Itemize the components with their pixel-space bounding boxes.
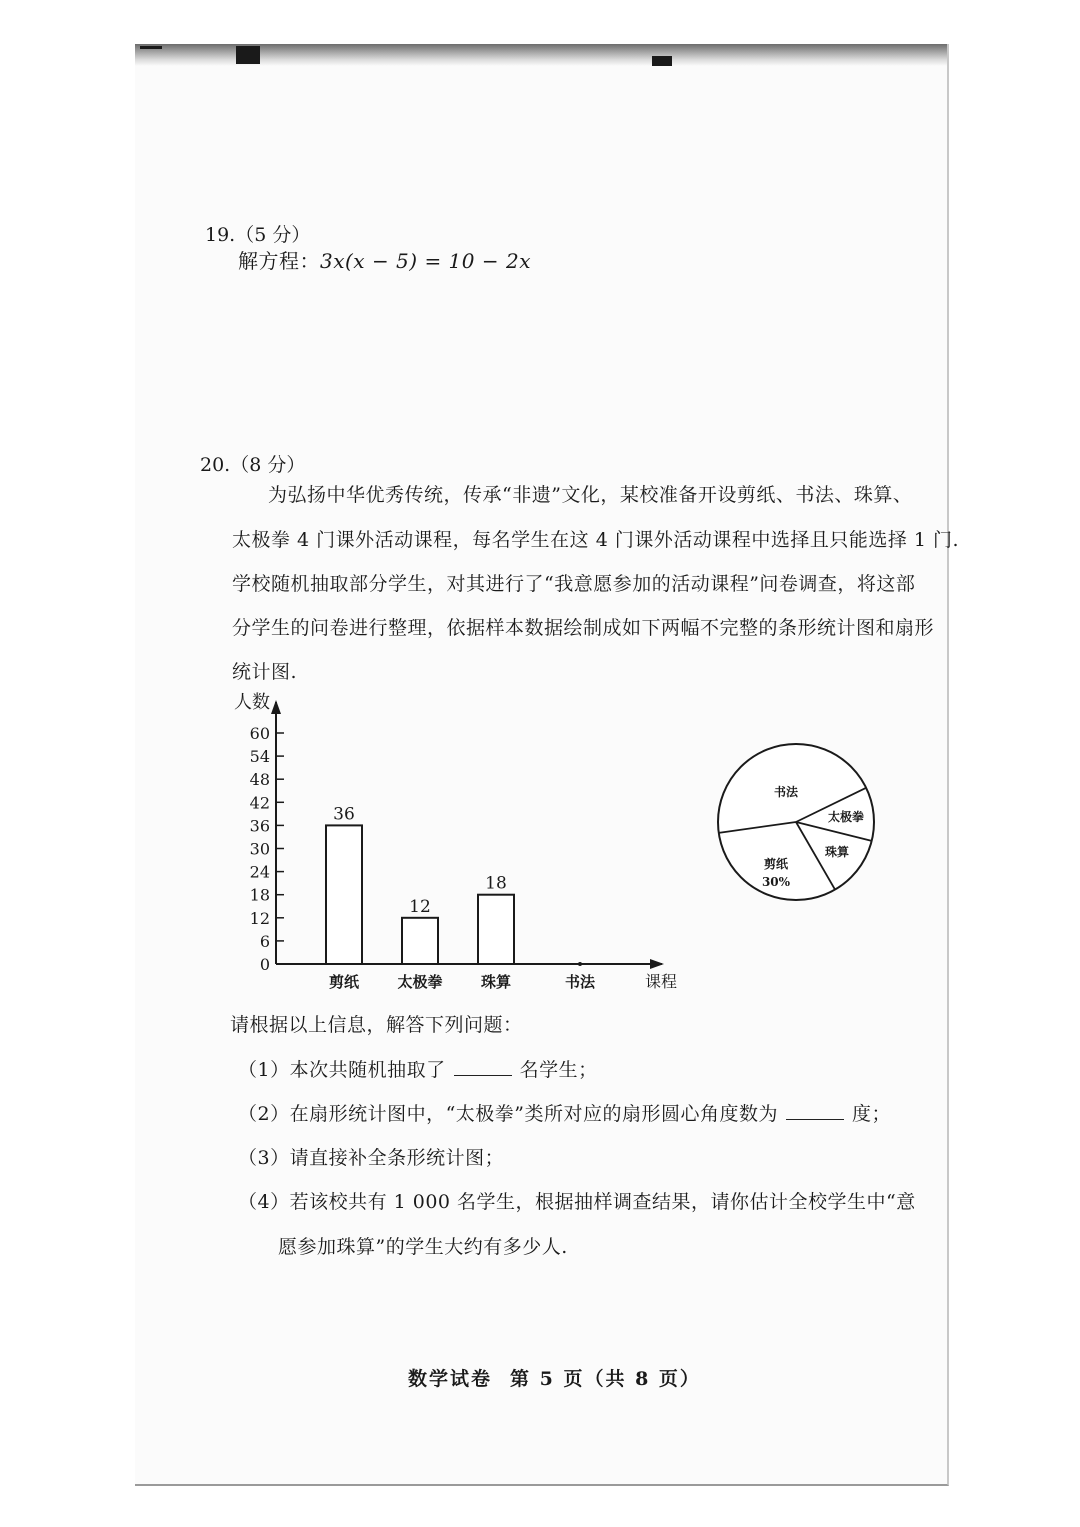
bar [402,918,438,964]
y-tick-label: 48 [249,770,270,790]
x-tick-label: 剪纸 [328,973,360,991]
q20-sub2-suffix: 度； [852,1103,892,1125]
y-tick-label: 12 [249,908,270,928]
q20-sub2-prefix: （2）在扇形统计图中，“太极拳”类所对应的扇形圆心角度数为 [238,1103,779,1125]
pie-chart [712,738,882,908]
footer-page: 第 5 页（共 8 页） [510,1368,701,1390]
x-axis-label: 课程 [645,972,678,991]
pie-slice-label: 书法 [773,785,799,799]
q20-sub4-line2: 愿参加珠算”的学生大约有多少人. [278,1236,568,1258]
y-tick-label: 24 [249,862,270,882]
y-tick-label: 36 [249,816,270,836]
q20-sub1-suffix: 名学生； [519,1059,598,1081]
q19-prompt: 解方程： [238,249,320,273]
y-tick-label: 0 [259,955,270,974]
q20-header [200,450,305,477]
y-tick-label: 60 [249,724,270,743]
q20-sub1-prefix: （1）本次共随机抽取了 [238,1059,446,1081]
q20-paragraph-line: 分学生的问卷进行整理，依据样本数据绘制成如下两幅不完整的条形统计图和扇形 [232,617,935,639]
scan-mark [652,56,672,66]
q20-sub4-line1: （4）若该校共有 1 000 名学生，根据抽样调查结果，请你估计全校学生中“意 [238,1191,916,1213]
q20-sub3: （3）请直接补全条形统计图； [238,1147,505,1169]
scan-mark [236,46,260,64]
y-tick-label: 42 [249,793,270,813]
pie-slice-label: 太极拳 [827,810,865,824]
bar [326,825,362,964]
q20-paragraph-line: 统计图. [232,661,298,683]
y-tick-label: 30 [249,839,270,859]
pie-slice-label: 剪纸 [763,857,789,871]
q20-sub1 [238,1055,598,1082]
q20-instruction: 请根据以上信息，解答下列问题： [230,1014,523,1036]
y-axis-label: 人数 [234,692,270,713]
pie-slice-value: 30% [761,875,791,889]
footer-subject: 数学试卷 [408,1368,493,1390]
x-tick-label: 珠算 [480,973,512,991]
page-footer [408,1364,701,1391]
q20-number: 20. [200,454,231,476]
bar-value-label: 12 [409,896,431,917]
x-axis-arrow [650,959,664,969]
q19-equation: 3x(x − 5) = 10 − 2x [320,249,531,273]
bar-value-label: 36 [333,804,355,825]
q20-paragraph-line: 学校随机抽取部分学生，对其进行了“我意愿参加的活动课程”问卷调查，将这部 [232,573,916,595]
q20-paragraph-line: 太极拳 4 门课外活动课程，每名学生在这 4 门课外活动课程中选择且只能选择 1 门. [232,529,960,551]
q19-score: （5 分） [235,224,311,246]
pie-slice-label: 珠算 [824,845,850,859]
answer-blank-2[interactable] [786,1118,844,1120]
y-tick-label: 54 [249,747,270,767]
answer-blank-1[interactable] [454,1074,512,1076]
missing-bar-mark [578,962,582,966]
q19-number: 19. [205,224,236,246]
q20-paragraph-line: 为弘扬中华优秀传统，传承“非遗”文化，某校准备开设剪纸、书法、珠算、 [268,484,913,506]
bar-value-label: 18 [485,873,507,894]
x-tick-label: 太极拳 [397,973,443,991]
bar-chart [220,688,690,998]
scan-mark [140,46,162,49]
x-tick-label: 书法 [564,973,596,991]
q19-header [205,220,310,247]
bar [478,895,514,964]
y-axis-arrow [271,700,281,714]
q19-body [238,245,531,274]
q20-score: （8 分） [230,454,306,476]
q20-sub2 [238,1099,891,1126]
y-tick-label: 6 [259,931,270,951]
y-tick-label: 18 [249,885,270,905]
